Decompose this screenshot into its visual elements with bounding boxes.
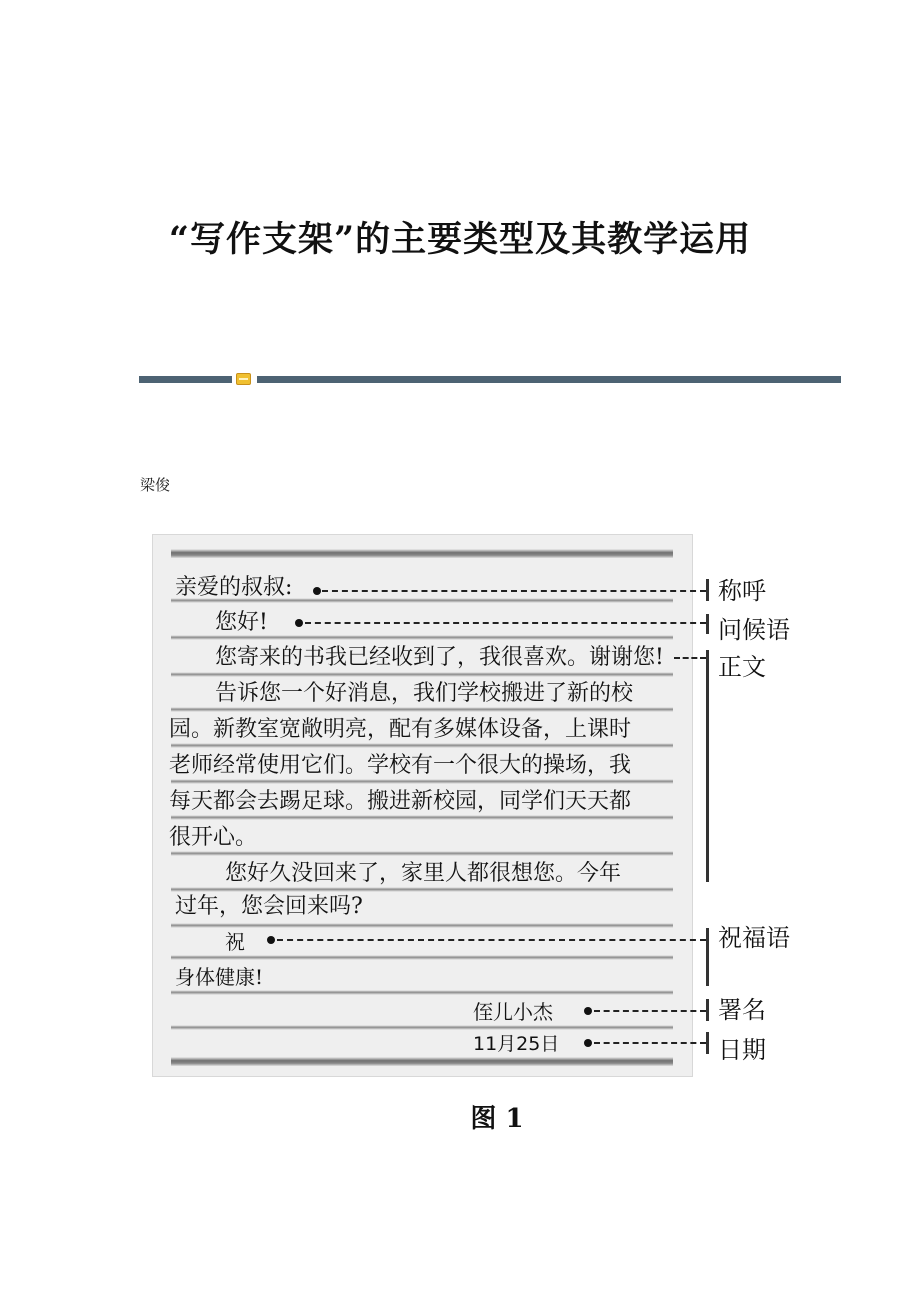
author-name: 梁俊	[140, 476, 171, 494]
annotation-line-greeting	[305, 622, 706, 624]
bracket-wish	[706, 928, 709, 986]
paper-rule	[171, 955, 673, 960]
letter-body-line: 过年，您会回来吗?	[175, 894, 363, 919]
letter-signature: 侄儿小杰	[473, 1000, 553, 1024]
annotation-dot	[313, 587, 321, 595]
paper-rule	[171, 923, 673, 928]
divider-bar-right	[257, 376, 841, 383]
letter-body-line: 告诉您一个好消息，我们学校搬进了新的校	[215, 681, 634, 706]
label-greeting: 问候语	[718, 616, 790, 644]
bracket-body	[706, 650, 709, 882]
annotation-dot	[295, 619, 303, 627]
bracket-greeting	[706, 614, 709, 634]
letter-greeting: 您好!	[215, 610, 268, 635]
figure-caption: 图 1	[470, 1104, 524, 1134]
letter-figure	[152, 534, 842, 1134]
bracket-signature	[706, 999, 709, 1021]
bracket-salutation	[706, 579, 709, 601]
letter-paper	[152, 534, 693, 1077]
label-body: 正文	[718, 653, 766, 681]
document-title: “写作支架”的主要类型及其教学运用	[168, 219, 752, 260]
annotation-line-signature	[594, 1010, 706, 1012]
letter-body-line: 您寄来的书我已经收到了，我很喜欢。谢谢您!	[215, 645, 664, 670]
section-divider	[139, 373, 841, 387]
annotation-line-wish	[277, 939, 706, 941]
letter-body-line: 园。新教室宽敞明亮，配有多媒体设备，上课时	[169, 717, 632, 742]
letter-body-line: 老师经常使用它们。学校有一个很大的操场，我	[169, 753, 632, 778]
label-date: 日期	[718, 1036, 766, 1064]
label-wish: 祝福语	[718, 924, 790, 952]
label-salutation: 称呼	[718, 577, 766, 605]
bracket-date	[706, 1032, 709, 1054]
annotation-dot	[584, 1039, 592, 1047]
annotation-dot	[267, 936, 275, 944]
letter-salutation: 亲爱的叔叔:	[175, 575, 293, 600]
letter-body-line: 每天都会去踢足球。搬进新校园，同学们天天都	[169, 789, 632, 814]
paper-rule-bottom	[171, 1057, 673, 1066]
letter-date: 11月25日	[473, 1033, 560, 1055]
letter-body-line: 很开心。	[169, 825, 258, 850]
letter-body-line: 您好久没回来了，家里人都很想您。今年	[225, 861, 622, 886]
annotation-dot	[584, 1007, 592, 1015]
paper-rule-top	[171, 549, 673, 558]
divider-bar-left	[139, 376, 232, 383]
annotation-line-date	[594, 1042, 706, 1044]
paper-rule	[171, 1025, 673, 1030]
annotation-line-body	[674, 657, 706, 659]
letter-wish-line2: 身体健康!	[175, 965, 264, 989]
letter-wish-line1: 祝	[225, 930, 245, 954]
label-signature: 署名	[718, 996, 766, 1024]
annotation-line-salutation	[322, 590, 706, 592]
divider-ornament-icon	[236, 373, 251, 385]
